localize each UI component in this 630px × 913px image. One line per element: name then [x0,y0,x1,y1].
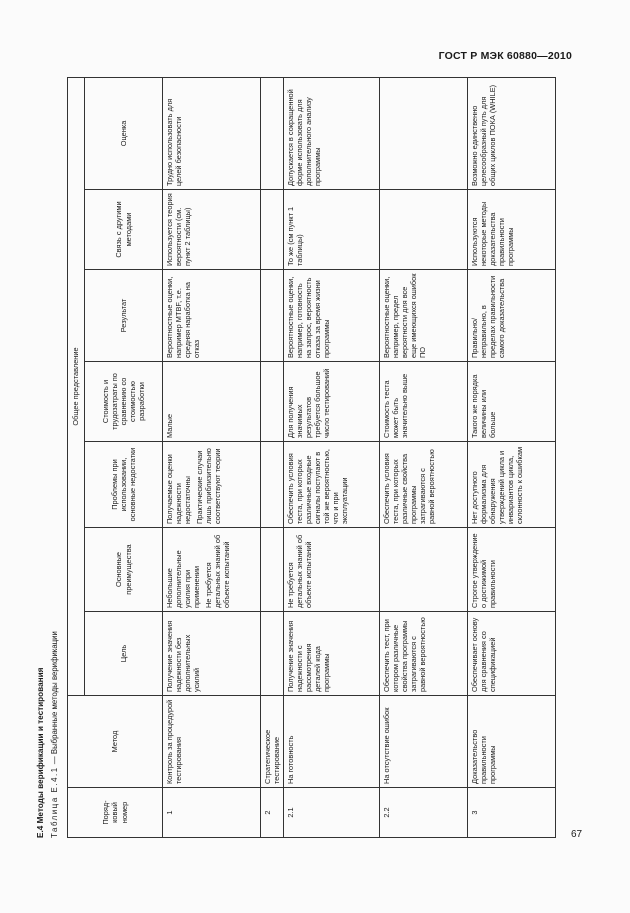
advantage-text: Не требуется детальных знаний об объекте испытаний [286,534,314,608]
problem-text: Нет доступного формализма для обнаружения утверждений цикла и инвариантов цикла, склонность к ошибкам [470,446,525,524]
problem-text: Практические случаи лишь приблизительно соответствуют теории [195,448,223,524]
header-advantages: Основные преимущества [85,528,163,612]
cell-method: Доказательство правильности программы [468,696,556,788]
cell-num: 3 [468,788,556,838]
cell-advantages [380,528,468,612]
cell-assessment [380,77,468,189]
header-relation: Связь с другими методами [85,190,163,270]
cell-goal: Получение значения надежности без дополнительных усилий [163,612,261,696]
cell-result: Правильно/неправильно, в пределах правильности самого доказательства [468,270,556,362]
cell-advantages [261,528,284,612]
table-caption-label: Таблица Е.4.1 [50,766,59,838]
cell-method: Стратегическое тестирование [261,696,284,788]
cell-assessment [261,77,284,189]
cell-result: Вероятностные оценки, например MTBF, т.е. средняя наработка на отказ [163,270,261,362]
problem-text: Получаемые оценки надежности недостаточны [165,454,193,524]
cell-relation: Используется теория вероятности (см. пункт 2 таблицы) [163,190,261,270]
cell-assessment: Допускается в сокращенной форме использовать для дополнительного анализу программы [284,77,380,189]
cell-num: 2 [261,788,284,838]
header-result: Результат [85,270,163,362]
section-title: Е.4 Методы верификации и тестирования [36,667,45,838]
cell-goal: Обеспечить тест, при котором различные свойства программы затрагиваются с равной вероятностью [380,612,468,696]
cell-goal: Обеспечивает основу для сравнения со спецификацией [468,612,556,696]
cell-method: На отсутствие ошибок [380,696,468,788]
header-cost: Стоимость и трудозатраты по сравнению со стоимостью разработки [85,362,163,442]
table-row [284,77,380,837]
cell-assessment: Возможно единственно целесообразный путь для общих циклов ПОКА (WHILE) [468,77,556,189]
cell-advantages [468,528,556,612]
cell-method: Контроль за процедурой тестирования [163,696,261,788]
problem-text: Обеспечить условия теста, при которых различные свойства программы затрагиваются с равной вероятностью [382,449,437,524]
cell-cost [261,362,284,442]
cell-problems [261,442,284,528]
header-num: Поряд-ковый номер [68,788,163,838]
cell-num: 2.2 [380,788,468,838]
cell-num: 2.1 [284,788,380,838]
cell-method: На готовность [284,696,380,788]
header-goal: Цель [85,612,163,696]
table-caption-text: — Выбранные методы верификации [50,631,59,767]
document-header: ГОСТ Р МЭК 60880—2010 [438,50,572,62]
cell-assessment: Трудно использовать для целей безопасности [163,77,261,189]
cell-advantages [163,528,261,612]
table-row [468,77,556,837]
cell-advantages [284,528,380,612]
header-group: Общее представление [68,77,85,695]
header-problems: Проблемы при использовании, основные недостатки [85,442,163,528]
table-row [380,77,468,837]
cell-problems [163,442,261,528]
table-row [261,77,284,837]
cell-result: Вероятностные оценки, например, готовность на запрос, вероятность отказа за время жизни программы [284,270,380,362]
table-caption [50,631,59,838]
header-assessment: Оценка [85,77,163,189]
cell-result: Вероятностные оценки, например, предел вероятности для все еще имеющихся ошибок ПО [380,270,468,362]
cell-goal [261,612,284,696]
cell-relation: Используются некоторые методы доказательства правильности программы [468,190,556,270]
verification-methods-table [67,77,556,838]
problem-text: Обеспечить условия теста, при которых различные входные сигналы поступают в той же вероятностью, что и при эксплуатации [286,449,350,524]
cell-problems [468,442,556,528]
page-number: 67 [571,829,583,840]
cell-cost: Такого же порядка величины или больше [468,362,556,442]
cell-relation: То же (см пункт 1 таблицы) [284,190,380,270]
cell-cost: Стоимость теста может быть значительно выше [380,362,468,442]
cell-cost: Малые [163,362,261,442]
cell-relation [380,190,468,270]
cell-problems [284,442,380,528]
advantage-text: Не требуется детальных знаний об объекте испытаний [204,534,232,608]
cell-goal: Получение значения надежности с рассмотрения деталей кода программы [284,612,380,696]
advantage-text: Строгое утверждение о достижимой правильности [470,533,498,608]
rotated-table-area [36,78,582,838]
header-method: Метод [68,696,163,788]
advantage-text: Небольшие дополнительные усилия при применении [165,550,202,608]
cell-problems [380,442,468,528]
cell-relation [261,190,284,270]
cell-num: 1 [163,788,261,838]
table-row [163,77,261,837]
cell-result [261,270,284,362]
cell-cost: Для получения значимых результатов требуется большое число тестирований [284,362,380,442]
